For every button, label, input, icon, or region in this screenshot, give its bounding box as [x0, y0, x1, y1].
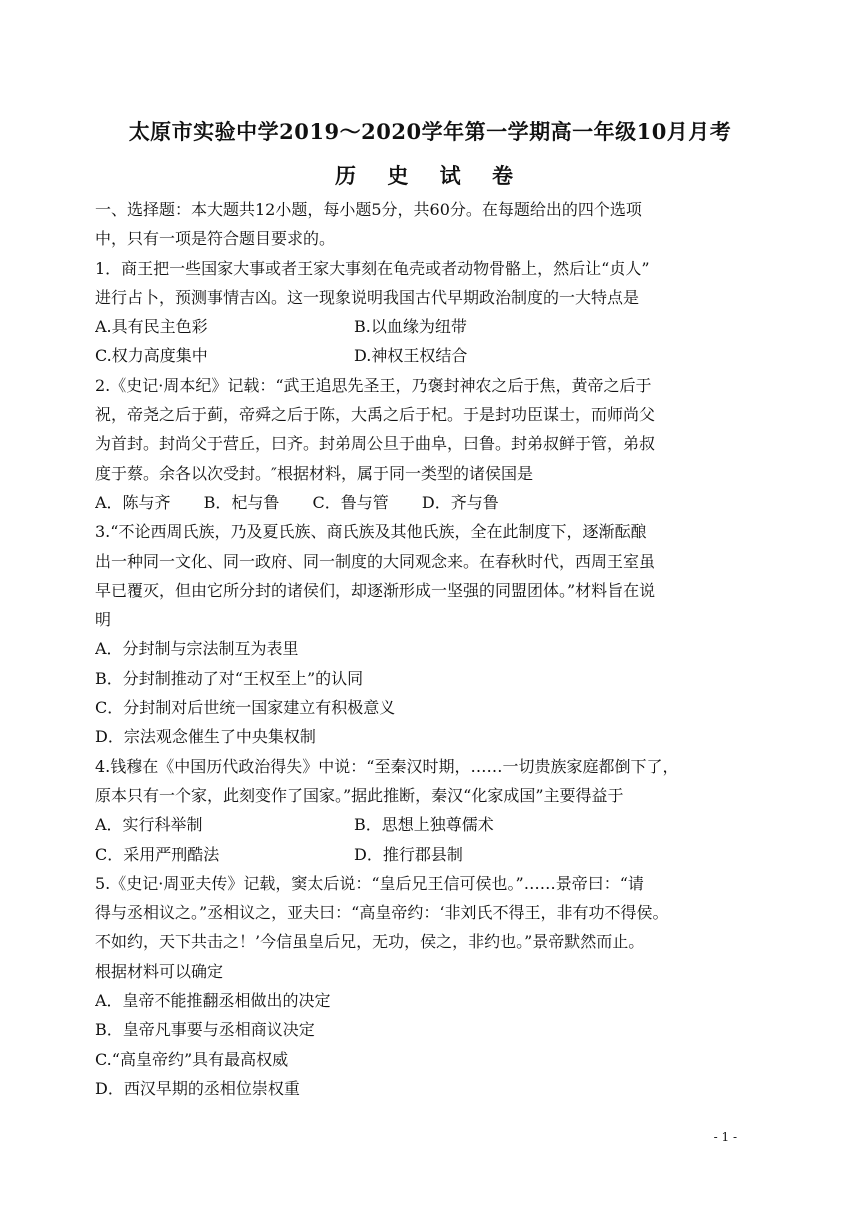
option-a: A．皇帝不能推翻丞相做出的决定	[95, 991, 331, 1011]
option-d: D.神权王权结合	[354, 346, 468, 366]
page-number: - 1 -	[713, 1130, 737, 1144]
option-a: A．分封制与宗法制互为表里	[95, 639, 299, 659]
option-c: C．鲁与管	[312, 492, 389, 512]
option-row	[95, 341, 770, 370]
question-4	[95, 752, 770, 869]
question-2	[95, 371, 770, 517]
option-a: A.具有民主色彩	[95, 317, 208, 337]
question-stem-line: 得与丞相议之。”丞相议之，亚夫曰：“高皇帝约：‘非刘氏不得王，非有功不得侯。	[95, 903, 669, 923]
intro-line: 中，只有一项是符合题目要求的。	[95, 229, 336, 249]
question-1	[95, 254, 770, 371]
question-stem-line: 进行占卜，预测事情吉凶。这一现象说明我国古代早期政治制度的一大特点是	[95, 287, 640, 307]
option-row	[95, 312, 770, 341]
exam-content	[95, 195, 770, 1103]
question-stem-line: 3.“不论西周氏族，乃及夏氏族、商氏族及其他氏族，全在此制度下，逐渐酝酿	[95, 522, 647, 542]
option-c: C．分封制对后世统一国家建立有积极意义	[95, 698, 396, 718]
option-b: B.以血缘为纽带	[354, 317, 467, 337]
question-3	[95, 517, 770, 751]
intro-line: 一、选择题：本大题共12小题，每小题5分，共60分。在每题给出的四个选项	[95, 200, 642, 219]
question-stem-line: 4.钱穆在《中国历代政治得失》中说：“至秦汉时期，……一切贵族家庭都倒下了，	[95, 756, 679, 776]
question-stem-line: 根据材料可以确定	[95, 961, 224, 981]
option-b: B．分封制推动了对“王权至上”的认同	[95, 668, 364, 688]
option-b: B．杞与鲁	[203, 492, 280, 512]
option-b: B．思想上独尊儒术	[354, 815, 494, 835]
section-intro	[95, 195, 770, 254]
question-stem-line: 明	[95, 610, 112, 630]
option-a: A．实行科举制	[95, 815, 203, 835]
option-d: D．齐与鲁	[421, 492, 499, 512]
question-stem-line: 度于蔡。余各以次受封。″根据材料，属于同一类型的诸侯国是	[95, 463, 533, 483]
question-stem-line: 早已覆灭，但由它所分封的诸侯们，却逐渐形成一坚强的同盟团体。”材料旨在说	[95, 580, 656, 600]
option-d: D．宗法观念催生了中央集权制	[95, 727, 316, 747]
option-row	[95, 840, 770, 869]
exam-title: 太原市实验中学2019～2020学年第一学期高一年级10月月考	[128, 119, 732, 144]
option-a: A．陈与齐	[95, 492, 171, 512]
question-stem-line: 原本只有一个家，此刻变作了国家。”据此推断，秦汉“化家成国”主要得益于	[95, 785, 624, 805]
question-stem-line: 2.《史记·周本纪》记载：“武王追思先圣王，乃褒封神农之后于焦，黄帝之后于	[95, 375, 652, 395]
exam-subtitle: 历 史 试 卷	[335, 163, 525, 188]
option-d: D．西汉早期的丞相位崇权重	[95, 1078, 300, 1098]
option-d: D．推行郡县制	[354, 844, 463, 864]
option-row	[95, 488, 770, 517]
question-stem-line: 5.《史记·周亚夫传》记载，窦太后说：“皇后兄王信可侯也。”……景帝曰：“请	[95, 873, 644, 893]
question-stem-line: 不如约，天下共击之！’今信虽皇后兄，无功，侯之，非约也。”景帝默然而止。	[95, 932, 645, 952]
option-b: B．皇帝凡事要与丞相商议决定	[95, 1020, 315, 1040]
question-stem-line: 祝，帝尧之后于蓟，帝舜之后于陈，大禹之后于杞。于是封功臣谋士，而师尚父	[95, 405, 656, 425]
question-stem-line: 出一种同一文化、同一政府、同一制度的大同观念来。在春秋时代，西周王室虽	[95, 551, 656, 571]
option-c: C.权力高度集中	[95, 346, 208, 366]
question-5	[95, 869, 770, 1103]
option-c: C.“高皇帝约”具有最高权威	[95, 1049, 289, 1069]
option-row	[95, 810, 770, 839]
option-c: C．采用严刑酷法	[95, 844, 220, 864]
question-stem-line: 1．商王把一些国家大事或者王家大事刻在龟壳或者动物骨骼上，然后让“贞人”	[95, 258, 650, 278]
question-stem-line: 为首封。封尚父于营丘，曰齐。封弟周公旦于曲阜，曰鲁。封弟叔鲜于管，弟叔	[95, 434, 656, 454]
